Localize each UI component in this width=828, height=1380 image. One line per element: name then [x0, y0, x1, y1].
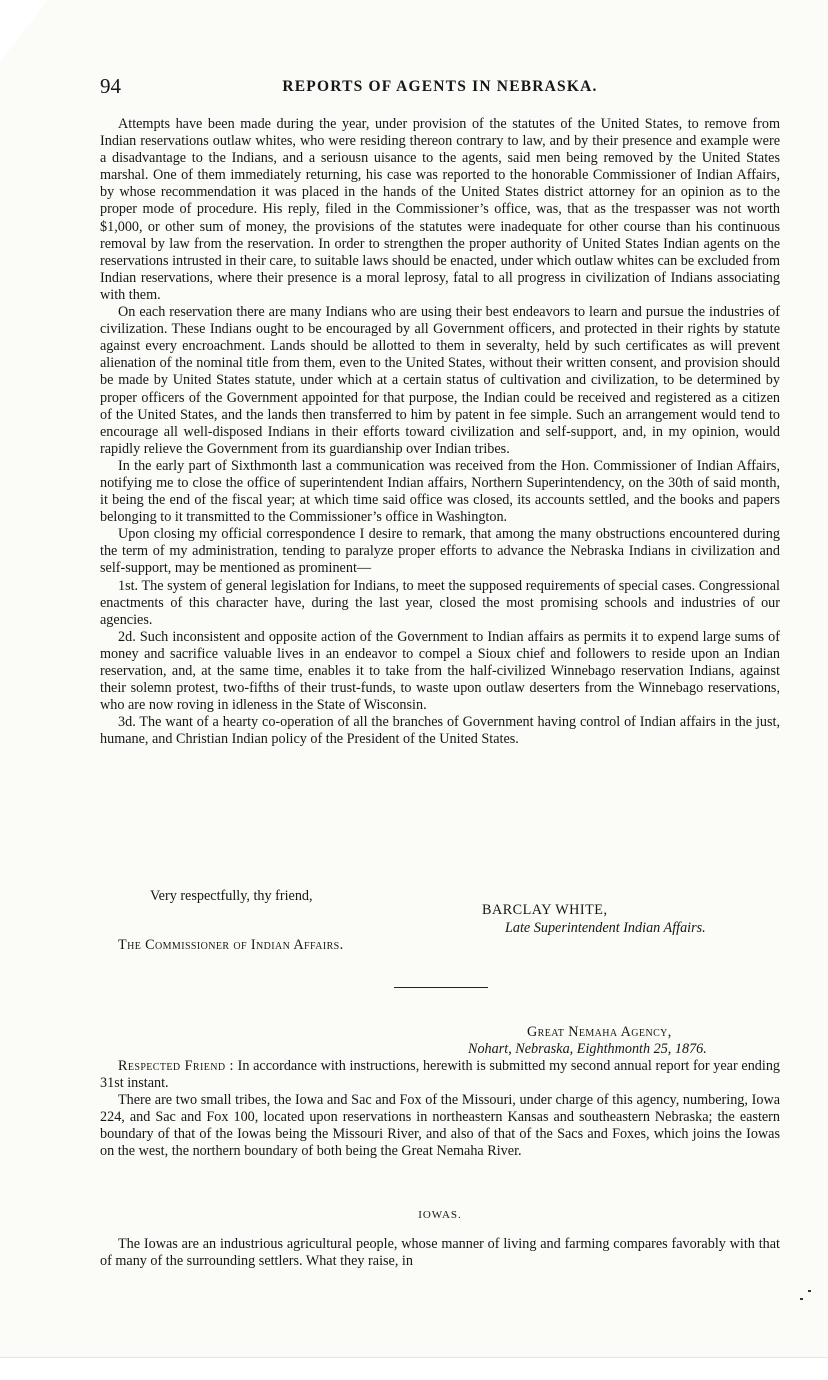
- addressee: The Commissioner of Indian Affairs.: [118, 937, 344, 953]
- iowas-body: [100, 1236, 780, 1270]
- signer-name: BARCLAY WHITE,: [482, 902, 608, 918]
- paragraph-office-closed: In the early part of Sixthmonth last a communication was received from the Hon. Commissioner of Indian Affairs, notifying me to close the office of superintendent Indian affairs, Northern Superintendency, on the 30th of said month, it being the end of the fiscal year; at which time said office was closed, its accounts settled, and the books and papers belonging to it transmitted to the Commissioner’s office in Washington.: [100, 457, 780, 526]
- page-number: 94: [100, 74, 121, 98]
- valediction: Very respectfully, thy friend,: [150, 888, 313, 904]
- dateline: Nohart, Nebraska, Eighthmonth 25, 1876.: [468, 1041, 707, 1057]
- salutation: Respected Friend :: [118, 1058, 234, 1074]
- paragraph-reservation-lands: On each reservation there are many Indians who are using their best endeavors to learn and pursue the industries of civilization. These Indians ought to be encouraged by all Government officers, and protected in their rights by statute against every encroachment. Lands should be allotted to them in severalty, held by such certificates as will prevent alienation of the nominal title from them, even to the United States, without their written consent, and provision should be made by United States statute, under which at a certain status of cultivation and civilization, to be determined by proper officers of the Government appointed for that purpose, the Indian could be received and registered as a citizen of the United States, and the lands then transferred to him by patent in fee simple. Such an arrangement would tend to encourage all well-disposed Indians in their efforts toward civilization and self-support, and, in my opinion, would rapidly relieve the Government from its guardianship over Indian tribes.: [100, 304, 780, 457]
- obstruction-item-1: 1st. The system of general legislation for Indians, to meet the supposed requirements of special cases. Congressional enactments of this character have, during the last year, closed the most promising schools and industries of our agencies.: [100, 577, 780, 628]
- ink-speck: [800, 1298, 803, 1300]
- paragraph-obstructions: Upon closing my official correspondence I desire to remark, that among the many obstructions encountered during the term of my administration, tending to paralyze proper efforts to advance the Nebraska Indians in civilization and self-support, may be mentioned as prominent—: [100, 526, 780, 577]
- section-heading-iowas: IOWAS.: [418, 1209, 462, 1221]
- letter-body: [100, 1058, 780, 1161]
- paragraph-outlaw-whites: Attempts have been made during the year, under provision of the statutes of the United States, to remove from Indian reservations outlaw whites, who were residing thereon contrary to law, and by their presence and example were a disadvantage to the Indians, and a seriousn uisance to the agents, said men being removed by the United States marshal. One of them immediately returning, his case was reported to the honorable Commissioner of Indian Affairs, by whose recommendation it was placed in the hands of the United States district attorney for an opinion as to the proper mode of procedure. His reply, filed in the Commissioner’s office, was, that as the trespasser was not worth $1,000, or other sum of money, the provisions of the statutes were inadequate for other course than his continuous removal by law from the reservation. In order to strengthen the proper authority of United States Indian agents on the reservations intrusted in their care, to suitable laws should be enacted, under which outlaw whites can be excluded from Indian reservations, where their presence is a moral leprosy, fatal to all progress in civilization of Indians associating with them.: [100, 116, 780, 303]
- obstruction-item-2: 2d. Such inconsistent and opposite action of the Government to Indian affairs as permits it to expend large sums of money and sacrifice valuable lives in an endeavor to compel a Sioux chief and followers to reside upon an Indian reservation, and, at the same time, enables it to take from the half-civilized Winnebago reservation Indians, against their solemn protest, two-fifths of their trust-funds, to waste upon outlaw deserters from the Winnebago reservations, who are now roving in idleness in the State of Wisconsin.: [100, 628, 780, 714]
- section-divider: [394, 987, 488, 988]
- ink-speck: [808, 1290, 811, 1292]
- paragraph-tribes: There are two small tribes, the Iowa and Sac and Fox of the Missouri, under charge of this agency, numbering, Iowa 224, and Sac and Fox 100, located upon reservations in northeastern Kansas and southeastern Nebraska; the eastern boundary of that of the Iowas being the Missouri River, and also of that of the Sacs and Foxes, which joins the Iowas on the west, the northern boundary of both being the Great Nemaha River.: [100, 1092, 780, 1160]
- running-title: REPORTS OF AGENTS IN NEBRASKA.: [282, 78, 598, 95]
- page-bottom-edge: [0, 1357, 828, 1380]
- paragraph-iowas: The Iowas are an industrious agricultural people, whose manner of living and farming compares favorably with that of many of the surrounding settlers. What they raise, in: [100, 1236, 780, 1270]
- torn-corner: [0, 0, 48, 62]
- agency-name: Great Nemaha Agency,: [527, 1024, 672, 1040]
- page-header: [100, 74, 780, 104]
- opening-text: In accordance with instructions, herewith is submitted my second annual report for year ending 31st instant.: [100, 1058, 781, 1092]
- salutation-paragraph: [100, 1058, 780, 1092]
- signer-title: Late Superintendent Indian Affairs.: [505, 920, 706, 936]
- obstruction-item-3: 3d. The want of a hearty co-operation of all the branches of Government having control of Indian affairs in the just, humane, and Christian Indian policy of the President of the United States.: [100, 714, 780, 748]
- report-body: [100, 116, 780, 748]
